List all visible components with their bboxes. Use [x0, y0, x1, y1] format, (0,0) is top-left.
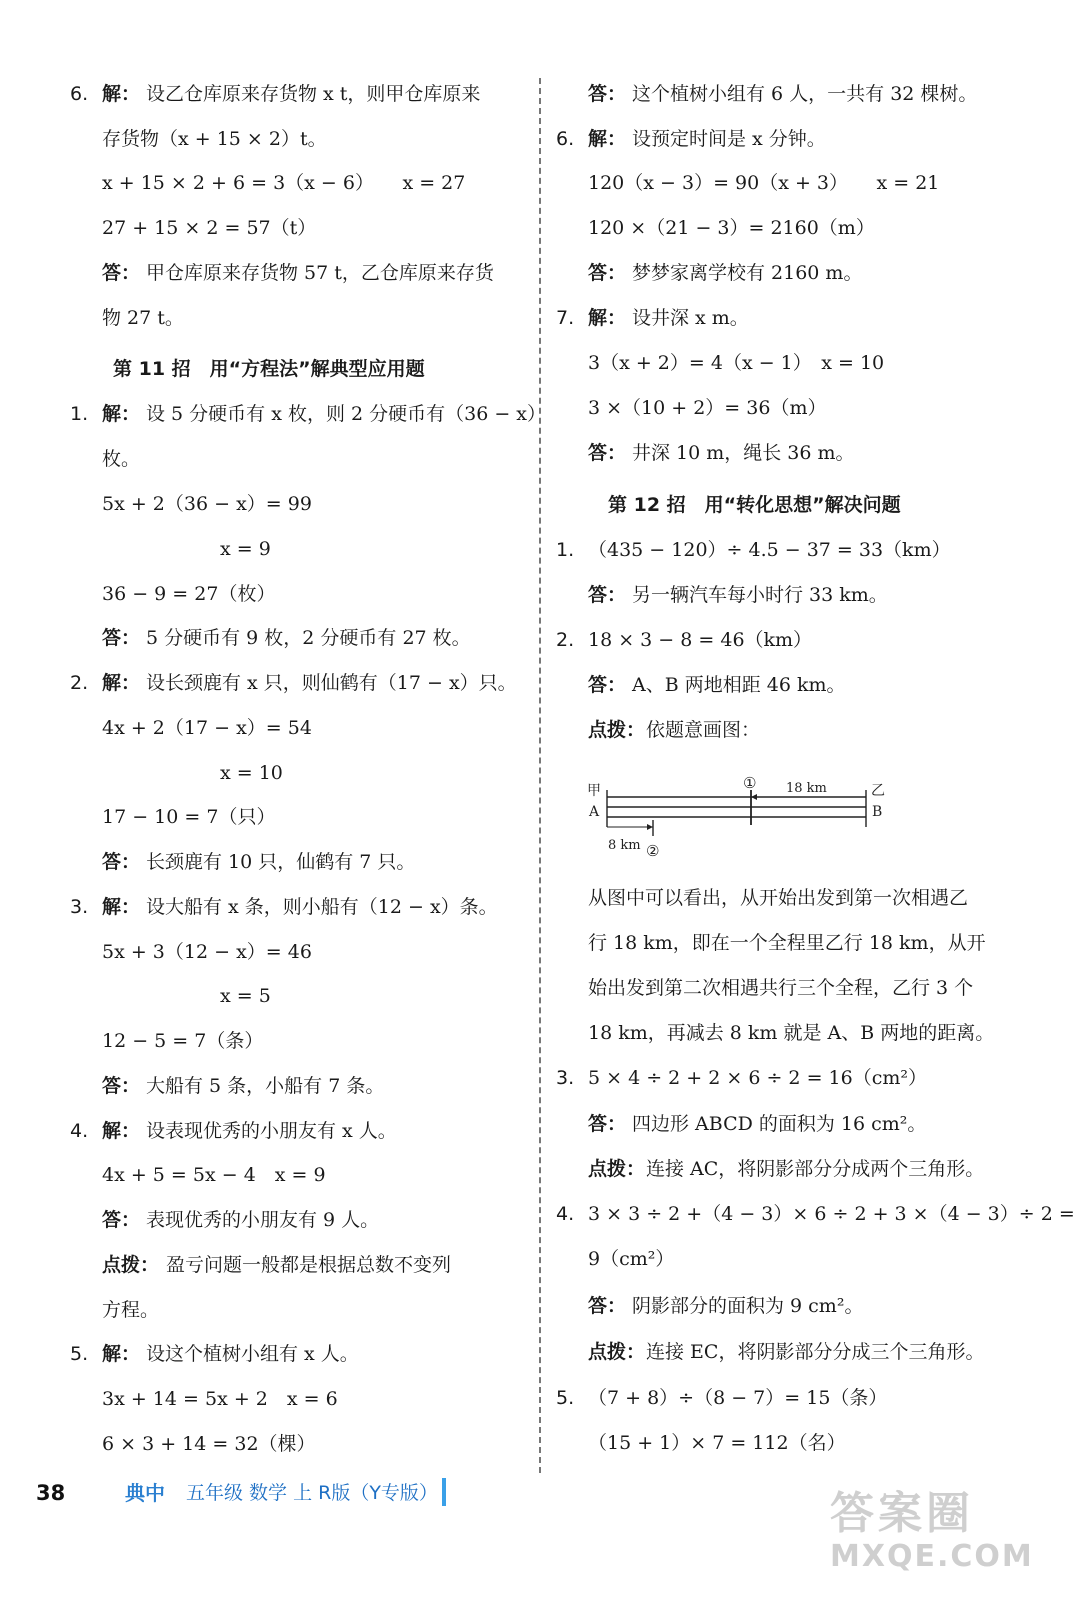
equation: 5x + 2（36 − x）= 99	[102, 493, 312, 515]
label-a: A	[589, 804, 600, 820]
equation: x = 10	[220, 762, 283, 784]
label-b: B	[872, 804, 883, 820]
solution-text: 设长颈鹿有 x 只，则仙鹤有（17 − x）只。	[146, 672, 517, 694]
answer-text: 大船有 5 条，小船有 7 条。	[146, 1075, 385, 1097]
answer-text: 阴影部分的面积为 9 cm²。	[632, 1295, 864, 1317]
solution-text: 设 5 分硬币有 x 枚，则 2 分硬币有（36 − x）	[146, 403, 547, 425]
answer-text: 梦梦家离学校有 2160 m。	[632, 262, 863, 284]
equation: x = 9	[220, 538, 271, 560]
equation: 9（cm²）	[588, 1248, 675, 1270]
section-title-12: 第 12 招 用“转化思想”解决问题	[608, 494, 901, 516]
hint-text: 盈亏问题一般都是根据总数不变列	[166, 1254, 452, 1276]
solution-text: 设大船有 x 条，则小船有（12 − x）条。	[146, 896, 498, 918]
page-number: 38	[36, 1481, 66, 1505]
hint-text: 依题意画图：	[646, 719, 761, 741]
equation: 36 − 9 = 27（枚）	[102, 583, 276, 605]
column-divider	[539, 78, 541, 1473]
solution-label: 解：	[102, 1120, 141, 1142]
equation: （435 − 120）÷ 4.5 − 37 = 33（km）	[588, 539, 951, 561]
question-number: 5.	[70, 1343, 89, 1365]
question-number: 6.	[556, 128, 575, 150]
answer-label: 答：	[588, 1295, 627, 1317]
equation: 4x + 5 = 5x − 4 x = 9	[102, 1164, 326, 1186]
marker-2: ②	[646, 842, 660, 860]
section-title-11: 第 11 招 用“方程法”解典型应用题	[113, 358, 425, 380]
solution-text: 设井深 x m。	[632, 307, 749, 329]
hint-text: 行 18 km，即在一个全程里乙行 18 km，从开	[588, 932, 986, 954]
arrow-18km	[751, 794, 757, 800]
hint-label: 点拨：	[588, 1341, 646, 1363]
solution-text: 存货物（x + 15 × 2）t。	[102, 128, 327, 150]
book-title: 五年级 数学 上 R版（Y专版）	[186, 1482, 438, 1504]
equation: 17 − 10 = 7（只）	[102, 806, 276, 828]
solution-text: 设乙仓库原来存货物 x t，则甲仓库原来	[146, 83, 481, 105]
solution-label: 解：	[588, 307, 627, 329]
label-yi: 乙	[871, 783, 885, 799]
question-number: 5.	[556, 1387, 575, 1409]
answer-label: 答：	[102, 851, 141, 873]
equation: 27 + 15 × 2 = 57（t）	[102, 217, 317, 239]
question-number: 2.	[556, 629, 575, 651]
question-number: 2.	[70, 672, 89, 694]
equation: （15 + 1）× 7 = 112（名）	[588, 1432, 846, 1454]
question-number: 1.	[556, 539, 575, 561]
answer-label: 答：	[588, 674, 627, 696]
hint-label: 点拨：	[102, 1254, 160, 1276]
label-8km: 8 km	[608, 838, 641, 853]
answer-label: 答：	[102, 262, 141, 284]
equation: 18 × 3 − 8 = 46（km）	[588, 629, 813, 651]
equation: 3 ×（10 + 2）= 36（m）	[588, 397, 827, 419]
solution-label: 解：	[102, 896, 141, 918]
answer-label: 答：	[588, 83, 627, 105]
question-number: 4.	[556, 1203, 575, 1225]
solution-label: 解：	[588, 128, 627, 150]
marker-1: ①	[743, 774, 757, 792]
answer-label: 答：	[588, 442, 627, 464]
solution-text: 设预定时间是 x 分钟。	[632, 128, 826, 150]
solution-text: 枚。	[102, 448, 141, 470]
equation: 3x + 14 = 5x + 2 x = 6	[102, 1388, 338, 1410]
solution-label: 解：	[102, 83, 141, 105]
hint-label: 点拨：	[588, 719, 646, 741]
hint-text: 始出发到第二次相遇共行三个全程，乙行 3 个	[588, 977, 974, 999]
hint-label: 点拨：	[588, 1158, 646, 1180]
solution-text: 设这个植树小组有 x 人。	[146, 1343, 359, 1365]
equation: 5x + 3（12 − x）= 46	[102, 941, 312, 963]
question-number: 3.	[556, 1067, 575, 1089]
answer-label: 答：	[588, 584, 627, 606]
answer-text: 5 分硬币有 9 枚，2 分硬币有 27 枚。	[146, 627, 471, 649]
question-number: 7.	[556, 307, 575, 329]
equation: x + 15 × 2 + 6 = 3（x − 6） x = 27	[102, 172, 466, 194]
answer-label: 答：	[102, 1209, 141, 1231]
equation: 4x + 2（17 − x）= 54	[102, 717, 312, 739]
equation: 6 × 3 + 14 = 32（棵）	[102, 1433, 316, 1455]
answer-text: A、B 两地相距 46 km。	[632, 674, 846, 696]
equation: 3 × 3 ÷ 2 +（4 − 3）× 6 ÷ 2 + 3 ×（4 − 3）÷ 2 =	[588, 1203, 1075, 1225]
equation: x = 5	[220, 985, 271, 1007]
label-jia: 甲	[587, 783, 601, 799]
equation: 12 − 5 = 7（条）	[102, 1030, 264, 1052]
answer-text: 另一辆汽车每小时行 33 km。	[632, 584, 888, 606]
arrow-8km	[647, 824, 653, 830]
answer-text: 四边形 ABCD 的面积为 16 cm²。	[632, 1113, 927, 1135]
answer-label: 答：	[588, 1113, 627, 1135]
answer-text: 这个植树小组有 6 人，一共有 32 棵树。	[632, 83, 978, 105]
watermark-logo-text: 答案圈	[830, 1488, 974, 1539]
solution-label: 解：	[102, 1343, 141, 1365]
meeting-distance-diagram	[587, 774, 910, 865]
watermark-url: MXQE.COM	[830, 1539, 1034, 1574]
hint-text: 连接 EC，将阴影部分分成三个三角形。	[646, 1341, 985, 1363]
solution-text: 设表现优秀的小朋友有 x 人。	[146, 1120, 397, 1142]
equation: 120 ×（21 − 3）= 2160（m）	[588, 217, 875, 239]
label-18km: 18 km	[786, 781, 827, 796]
answer-text: 长颈鹿有 10 只，仙鹤有 7 只。	[146, 851, 416, 873]
hint-text: 从图中可以看出，从开始出发到第一次相遇乙	[588, 887, 969, 909]
hint-text: 方程。	[102, 1299, 160, 1321]
answer-label: 答：	[102, 627, 141, 649]
equation: 120（x − 3）= 90（x + 3） x = 21	[588, 172, 940, 194]
footer-accent-bar	[442, 1478, 446, 1506]
question-number: 1.	[70, 403, 89, 425]
hint-text: 18 km，再减去 8 km 就是 A、B 两地的距离。	[588, 1022, 995, 1044]
answer-text: 物 27 t。	[102, 307, 184, 329]
equation: 3（x + 2）= 4（x − 1） x = 10	[588, 352, 885, 374]
question-number: 3.	[70, 896, 89, 918]
solution-label: 解：	[102, 672, 141, 694]
question-number: 4.	[70, 1120, 89, 1142]
answer-label: 答：	[102, 1075, 141, 1097]
question-number: 6.	[70, 83, 89, 105]
series-logo: 典中	[125, 1481, 165, 1505]
hint-text: 连接 AC，将阴影部分分成两个三角形。	[646, 1158, 985, 1180]
answer-text: 甲仓库原来存货物 57 t，乙仓库原来存货	[146, 262, 494, 284]
equation: 5 × 4 ÷ 2 + 2 × 6 ÷ 2 = 16（cm²）	[588, 1067, 927, 1089]
answer-text: 表现优秀的小朋友有 9 人。	[146, 1209, 380, 1231]
answer-label: 答：	[588, 262, 627, 284]
equation: （7 + 8）÷（8 − 7）= 15（条）	[588, 1387, 888, 1409]
watermark	[830, 1488, 1034, 1574]
solution-label: 解：	[102, 403, 141, 425]
answer-text: 井深 10 m，绳长 36 m。	[632, 442, 855, 464]
